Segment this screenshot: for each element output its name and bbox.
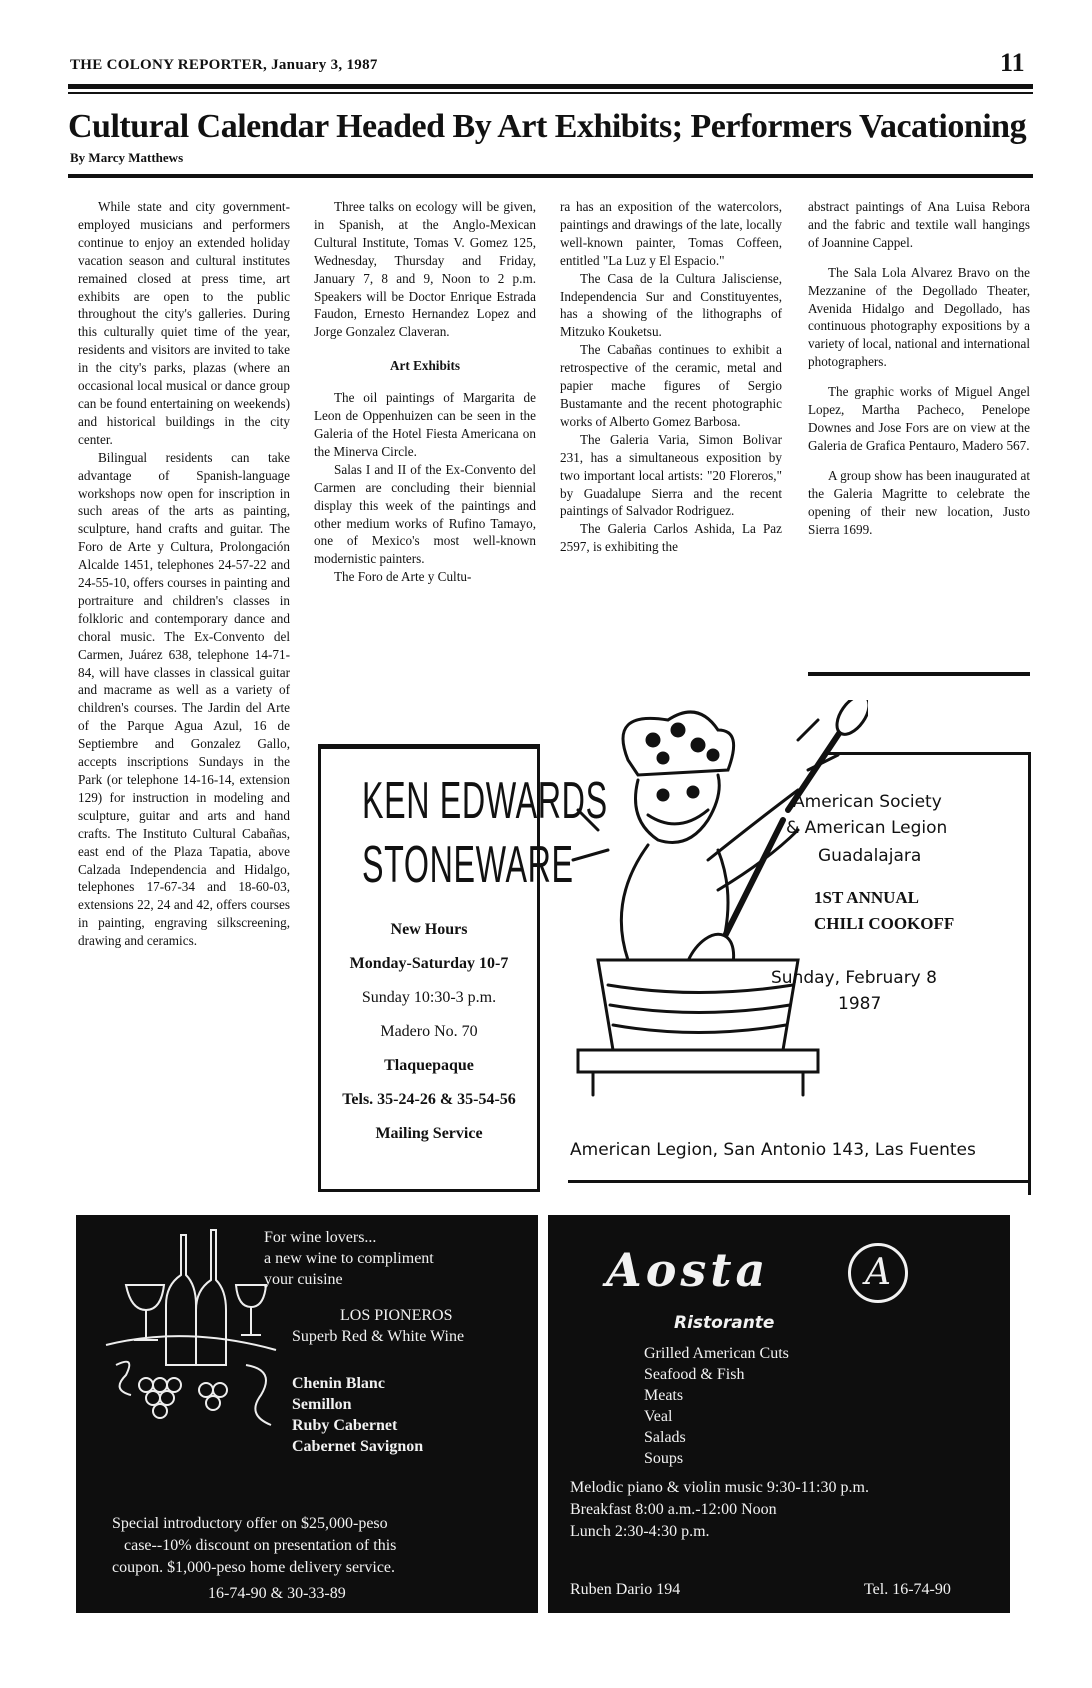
paragraph: The Foro de Arte y Cultu- bbox=[334, 569, 472, 585]
article-column-3 bbox=[560, 198, 782, 556]
paragraph: Salas I and II of the Ex-Convento del Carmen are concluding their biennial display this week of the paintings and other medium works of Rufino Tamayo, one of Mexico's most well-known modernistic painters. bbox=[314, 461, 536, 567]
ad-wine-offer-line1: Special introductory offer on $25,000-peso bbox=[112, 1515, 388, 1532]
paragraph: The Galeria Varia, Simon Bolivar 231, has a simultaneous exposition by two important local artists: "20 Floreros," by Guadalupe Sierra and the recent paintings of Salvador Rodriguez. bbox=[560, 431, 782, 519]
ad-chili-bottom-rule bbox=[568, 1180, 1030, 1183]
ad-ken-edwards-stoneware bbox=[318, 744, 608, 1192]
masthead-rule bbox=[68, 84, 1033, 89]
ad-wine-phones: 16-74-90 & 30-33-89 bbox=[208, 1585, 346, 1602]
ad-aosta-lunch: Lunch 2:30-4:30 p.m. bbox=[570, 1523, 710, 1540]
article-column-1 bbox=[78, 198, 290, 950]
ad-aosta-menu-item: Veal bbox=[644, 1408, 673, 1425]
ad-wine-intro-line2: a new wine to compliment bbox=[264, 1250, 434, 1267]
article-column-4 bbox=[808, 198, 1030, 538]
paragraph: The Galeria Carlos Ashida, La Paz 2597, is exhibiting the bbox=[560, 521, 782, 555]
headline-rule bbox=[68, 174, 1033, 178]
ad-chili-event-line2: CHILI COOKOFF bbox=[814, 914, 955, 933]
ad-aosta-menu-item: Grilled American Cuts bbox=[644, 1345, 789, 1362]
masthead-date: THE COLONY REPORTER, January 3, 1987 bbox=[70, 57, 378, 73]
chef-stirring-pot-illustration bbox=[568, 700, 868, 1170]
ad-wine-intro-line3: your cuisine bbox=[264, 1271, 343, 1288]
ad-aosta-subtitle: Ristorante bbox=[674, 1313, 775, 1333]
ad-wine-variety: Ruby Cabernet bbox=[292, 1417, 398, 1434]
column-end-rule bbox=[808, 672, 1030, 676]
ad-ken-hours-week: Monday-Saturday 10-7 bbox=[349, 955, 509, 972]
ad-ken-telephones: Tels. 35-24-26 & 35-54-56 bbox=[342, 1091, 516, 1108]
ad-wine-intro-line1: For wine lovers... bbox=[264, 1229, 377, 1246]
ad-aosta-logo: A bbox=[848, 1243, 908, 1303]
ad-aosta-menu-item: Meats bbox=[644, 1387, 684, 1404]
article-column-2 bbox=[314, 198, 536, 586]
ad-ken-mailing-service: Mailing Service bbox=[375, 1125, 483, 1142]
paragraph: The Sala Lola Alvarez Bravo on the Mezzanine of the Degollado Theater, Avenida Hidalgo and Degollado, has continuous photography expositions by a variety of local, national and international photographers. bbox=[808, 264, 1030, 370]
ad-ken-address: Madero No. 70 bbox=[380, 1023, 478, 1040]
ad-ken-city: Tlaquepaque bbox=[384, 1057, 474, 1074]
ad-aosta-menu-item: Salads bbox=[644, 1429, 686, 1446]
byline: By Marcy Matthews bbox=[70, 150, 184, 165]
ad-aosta-menu-item: Soups bbox=[644, 1450, 684, 1467]
ad-wine-variety: Chenin Blanc bbox=[292, 1375, 385, 1392]
paragraph: The Cabañas continues to exhibit a retrospective of the ceramic, metal and papier mache figures of Sergio Bustamante and the recent photographic works of Alberto Gomez Barbosa. bbox=[560, 342, 782, 429]
subheading-art-exhibits: Art Exhibits bbox=[390, 358, 460, 374]
ad-wine-offer-line3: coupon. $1,000-peso home delivery service. bbox=[112, 1559, 396, 1576]
page-number: 11 bbox=[1000, 48, 1025, 77]
ad-wine-brand: LOS PIONEROS bbox=[340, 1307, 453, 1324]
paragraph: Bilingual residents can take advantage of Spanish-language workshops now open for inscription in such areas of the arts as painting, sculpture, hand crafts and guitar. The Foro de Arte y Cultura, Prolongación Alcalde 1451, telephones 24-57-22 and 24-55-10, offers courses in painting and portraiture and children's classes in folkloric and contemporary dance and choral music. The Ex-Convento del Carmen, Juárez 638, telephone 14-71-84, will have classes in classical guitar and macrame as well as a variety of children's courses. The Jardin del Arte of the Parque Agua Azul, 16 de Septiembre and Gonzalez Gallo, accepts inscriptions Sundays in the Park (or telephone 14-16-14, extension 129) for instruction in modeling and sculpture, guitar and arts and hand crafts. The Instituto Cultural Cabañas, east end of the Plaza Tapatia, above Calzada Independencia and Hidalgo, telephones 17-67-34 and 18-60-03, extensions 22, 24 and 42, offers courses in painting, engraving silkscreening, drawing and ceramics. bbox=[78, 449, 290, 949]
ad-aosta-telephone: Tel. 16-74-90 bbox=[864, 1581, 951, 1598]
ad-aosta-address: Ruben Dario 194 bbox=[570, 1581, 681, 1598]
ad-los-pioneros-wine bbox=[76, 1215, 538, 1613]
ad-chili-org-line3: Guadalajara bbox=[818, 846, 922, 866]
headline: Cultural Calendar Headed By Art Exhibits; Performers Vacationing bbox=[68, 108, 1027, 145]
ad-wine-variety: Semillon bbox=[292, 1396, 352, 1413]
ad-chili-date-line1: Sunday, February 8 bbox=[771, 968, 937, 988]
ad-ken-title-line2: STONEWARE bbox=[362, 836, 574, 894]
paragraph: abstract paintings of Ana Luisa Rebora and the fabric and textile wall hangings of Joannine Cappel. bbox=[808, 199, 1030, 250]
ad-aosta-name: Aosta bbox=[606, 1243, 770, 1297]
masthead-rule-thin bbox=[68, 92, 1033, 94]
ad-aosta-music: Melodic piano & violin music 9:30-11:30 p.m. bbox=[570, 1479, 869, 1496]
paragraph: The oil paintings of Margarita de Leon de Oppenhuizen can be seen in the Galeria of the Hotel Fiesta Americana on the Minerva Circle. bbox=[314, 390, 536, 459]
ad-chili-org-line1: American Society bbox=[793, 792, 942, 812]
ad-ken-title-line1: KEN EDWARDS bbox=[362, 772, 608, 830]
ad-wine-tagline: Superb Red & White Wine bbox=[292, 1328, 465, 1345]
ad-chili-cookoff bbox=[568, 700, 1030, 1194]
ad-chili-event-line1: 1ST ANNUAL bbox=[814, 888, 920, 907]
paragraph: Three talks on ecology will be given, in Spanish, at the Anglo-Mexican Cultural Institute, Tomas V. Gomez 125, Wednesday, Thursday and Friday, January 7, 8 and 9, Noon to 2 p.m. Speakers will be Doctor Enrique Estrada Faudon, Ernesto Hernandez Lopez and Jorge Gonzalez Claveran. bbox=[314, 199, 536, 340]
ad-ken-hours-sunday: Sunday 10:30-3 p.m. bbox=[361, 989, 497, 1006]
ad-aosta-breakfast: Breakfast 8:00 a.m.-12:00 Noon bbox=[570, 1501, 777, 1518]
ad-chili-location: American Legion, San Antonio 143, Las Fuentes bbox=[570, 1140, 976, 1160]
ad-aosta-menu-item: Seafood & Fish bbox=[644, 1366, 745, 1383]
ad-wine-variety: Cabernet Savignon bbox=[292, 1438, 424, 1455]
paragraph: A group show has been inaugurated at the Galeria Magritte to celebrate the opening of their new location, Justo Sierra 1699. bbox=[808, 467, 1030, 537]
paragraph: The graphic works of Miguel Angel Lopez, Martha Pacheco, Penelope Downes and Jose Fors are on view at the Galeria de Grafica Pentauro, Madero 567. bbox=[808, 384, 1030, 453]
ad-ken-hours-label: New Hours bbox=[390, 921, 468, 938]
paragraph: While state and city government-employed musicians and performers continue to enjoy an extended holiday vacation season and cultural institutes remained closed at press time, art exhibits are open to the public throughout the city's galleries. During this culturally quiet time of the year, residents and visitors are invited to take in the city's parks, plazas (where an occasional local musical or dance group can be found entertaining on weekends) and historical buildings in the city center. bbox=[78, 199, 290, 447]
wine-bottles-grapes-illustration bbox=[86, 1225, 286, 1465]
ad-chili-date-line2: 1987 bbox=[838, 994, 882, 1014]
ad-wine-offer-line2: case--10% discount on presentation of this bbox=[124, 1537, 397, 1554]
ad-aosta-ristorante bbox=[548, 1215, 1010, 1613]
ad-chili-org-line2: & American Legion bbox=[786, 818, 948, 838]
paragraph: ra has an exposition of the watercolors, paintings and drawings of the late, locally well-known painter, Tomas Coffeen, entitled "La Luz y El Espacio." bbox=[560, 199, 782, 268]
paragraph: The Casa de la Cultura Jalisciense, Independencia Sur and Constituyentes, has a showing of the lithographs of Mitzuko Kouketsu. bbox=[560, 270, 782, 340]
